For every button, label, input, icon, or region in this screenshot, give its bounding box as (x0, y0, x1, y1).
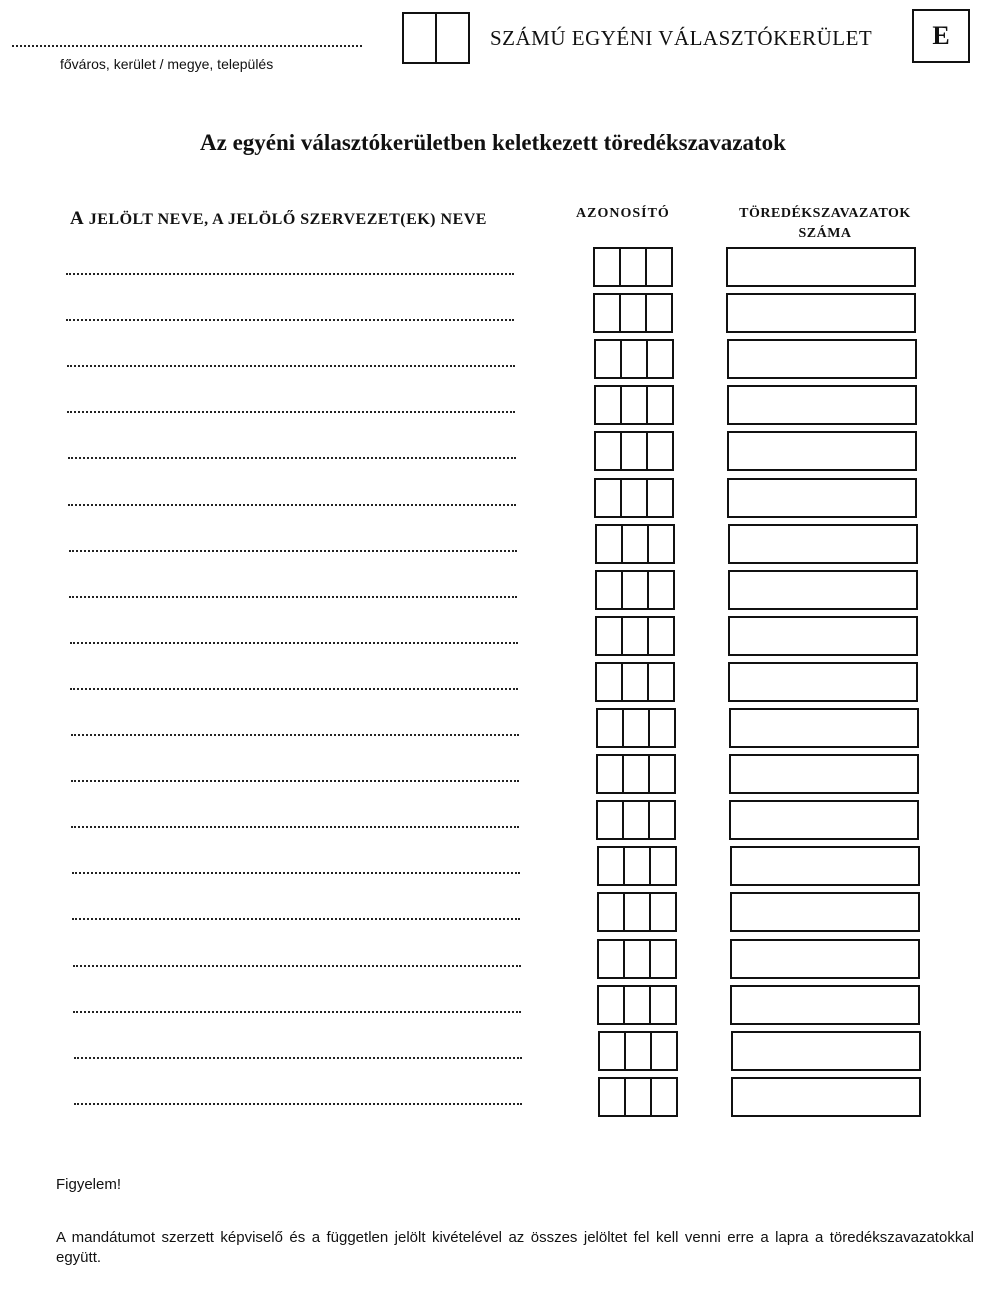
identifier-digit-cell[interactable] (596, 433, 620, 469)
candidate-name-line[interactable] (69, 596, 517, 598)
district-number-box[interactable] (402, 12, 470, 64)
fragment-vote-count-box[interactable] (726, 247, 916, 287)
candidate-identifier-box[interactable] (594, 478, 674, 518)
candidate-name-line[interactable] (68, 504, 516, 506)
candidate-name-line[interactable] (70, 642, 518, 644)
identifier-digit-cell[interactable] (597, 664, 621, 700)
identifier-digit-cell[interactable] (599, 894, 623, 930)
column-header-identifier: AZONOSÍTÓ (576, 206, 670, 221)
identifier-digit-cell[interactable] (600, 1079, 624, 1115)
location-label: főváros, kerület / megye, település (60, 56, 274, 72)
identifier-digit-cell[interactable] (622, 710, 648, 746)
fragment-vote-count-box[interactable] (727, 478, 917, 518)
candidate-name-line[interactable] (74, 1103, 522, 1105)
identifier-digit-cell[interactable] (649, 894, 675, 930)
column-header-name-initial: A (70, 208, 85, 229)
identifier-digit-cell[interactable] (649, 848, 675, 884)
candidate-name-line[interactable] (72, 872, 520, 874)
district-digit-1[interactable] (404, 14, 435, 62)
candidate-identifier-box[interactable] (597, 846, 677, 886)
identifier-digit-cell[interactable] (599, 941, 623, 977)
identifier-digit-cell[interactable] (623, 941, 649, 977)
identifier-digit-cell[interactable] (600, 1033, 624, 1069)
identifier-digit-cell[interactable] (595, 249, 619, 285)
location-input-line[interactable] (12, 45, 362, 47)
form-letter-badge: E (912, 9, 970, 63)
candidate-name-line[interactable] (71, 780, 519, 782)
identifier-digit-cell[interactable] (646, 480, 672, 516)
identifier-digit-cell[interactable] (597, 572, 621, 608)
identifier-digit-cell[interactable] (620, 433, 646, 469)
identifier-digit-cell[interactable] (650, 1033, 676, 1069)
identifier-digit-cell[interactable] (623, 848, 649, 884)
identifier-digit-cell[interactable] (621, 572, 647, 608)
identifier-digit-cell[interactable] (621, 618, 647, 654)
fragment-vote-count-box[interactable] (731, 1077, 921, 1117)
fragment-vote-count-box[interactable] (727, 385, 917, 425)
candidate-name-line[interactable] (73, 1011, 521, 1013)
identifier-digit-cell[interactable] (619, 249, 645, 285)
identifier-digit-cell[interactable] (647, 618, 673, 654)
column-header-fragment-votes (720, 204, 930, 244)
identifier-digit-cell[interactable] (599, 987, 623, 1023)
fragment-vote-count-box[interactable] (730, 939, 920, 979)
candidate-identifier-box[interactable] (595, 570, 675, 610)
candidate-name-line[interactable] (66, 319, 514, 321)
identifier-digit-cell[interactable] (620, 341, 646, 377)
identifier-digit-cell[interactable] (597, 618, 621, 654)
fragment-vote-count-box[interactable] (729, 800, 919, 840)
fragment-vote-count-box[interactable] (727, 431, 917, 471)
district-title: SZÁMÚ EGYÉNI VÁLASZTÓKERÜLET (490, 26, 873, 50)
identifier-digit-cell[interactable] (646, 433, 672, 469)
identifier-digit-cell[interactable] (647, 526, 673, 562)
identifier-digit-cell[interactable] (599, 848, 623, 884)
candidate-identifier-box[interactable] (597, 892, 677, 932)
candidate-name-line[interactable] (73, 965, 521, 967)
identifier-digit-cell[interactable] (622, 802, 648, 838)
identifier-digit-cell[interactable] (648, 802, 674, 838)
identifier-digit-cell[interactable] (645, 249, 671, 285)
candidate-name-line[interactable] (68, 457, 516, 459)
fragment-vote-count-box[interactable] (726, 293, 916, 333)
candidate-identifier-box[interactable] (596, 754, 676, 794)
identifier-digit-cell[interactable] (623, 894, 649, 930)
candidate-name-line[interactable] (74, 1057, 522, 1059)
notice-text: A mandátumot szerzett képviselő és a független jelölt kivételével az összes jelöltet fel kell venni erre a lapra a töredékszavazatokkal együtt. (56, 1229, 974, 1266)
fragment-vote-count-box[interactable] (730, 892, 920, 932)
fragment-vote-count-box[interactable] (729, 708, 919, 748)
candidate-identifier-box[interactable] (595, 524, 675, 564)
column-header-name (70, 208, 487, 230)
candidate-identifier-box[interactable] (594, 339, 674, 379)
identifier-digit-cell[interactable] (624, 1033, 650, 1069)
fragment-vote-count-box[interactable] (730, 846, 920, 886)
identifier-digit-cell[interactable] (619, 295, 645, 331)
column-header-name-rest: JELÖLT NEVE, A JELÖLŐ SZERVEZET(EK) NEVE (88, 211, 487, 228)
identifier-digit-cell[interactable] (648, 710, 674, 746)
identifier-digit-cell[interactable] (649, 987, 675, 1023)
column-header-fragment-line2: SZÁMA (798, 226, 852, 241)
identifier-digit-cell[interactable] (646, 387, 672, 423)
identifier-digit-cell[interactable] (596, 480, 620, 516)
candidate-identifier-box[interactable] (593, 247, 673, 287)
identifier-digit-cell[interactable] (622, 756, 648, 792)
identifier-digit-cell[interactable] (649, 941, 675, 977)
candidate-name-line[interactable] (70, 688, 518, 690)
identifier-digit-cell[interactable] (623, 987, 649, 1023)
candidate-identifier-box[interactable] (598, 1031, 678, 1071)
page-title: Az egyéni választókerületben keletkezett töredékszavazatok (200, 130, 786, 155)
identifier-digit-cell[interactable] (624, 1079, 650, 1115)
candidate-name-line[interactable] (72, 918, 520, 920)
fragment-vote-count-box[interactable] (728, 662, 918, 702)
identifier-digit-cell[interactable] (621, 526, 647, 562)
fragment-vote-count-box[interactable] (729, 754, 919, 794)
identifier-digit-cell[interactable] (597, 526, 621, 562)
identifier-digit-cell[interactable] (598, 710, 622, 746)
identifier-digit-cell[interactable] (598, 756, 622, 792)
identifier-digit-cell[interactable] (650, 1079, 676, 1115)
candidate-name-line[interactable] (69, 550, 517, 552)
candidate-identifier-box[interactable] (594, 385, 674, 425)
fragment-vote-count-box[interactable] (727, 339, 917, 379)
candidate-identifier-box[interactable] (597, 985, 677, 1025)
identifier-digit-cell[interactable] (645, 295, 671, 331)
identifier-digit-cell[interactable] (647, 572, 673, 608)
candidate-identifier-box[interactable] (594, 431, 674, 471)
notice-heading: Figyelem! (56, 1176, 122, 1193)
identifier-digit-cell[interactable] (646, 341, 672, 377)
candidate-name-line[interactable] (67, 411, 515, 413)
candidate-name-line[interactable] (71, 734, 519, 736)
candidate-name-line[interactable] (67, 365, 515, 367)
fragment-vote-count-box[interactable] (728, 616, 918, 656)
fragment-vote-count-box[interactable] (728, 524, 918, 564)
district-digit-2[interactable] (435, 14, 468, 62)
column-header-fragment-line1: TÖREDÉKSZAVAZATOK (739, 206, 911, 221)
fragment-vote-count-box[interactable] (728, 570, 918, 610)
fragment-vote-count-box[interactable] (730, 985, 920, 1025)
identifier-digit-cell[interactable] (647, 664, 673, 700)
candidate-identifier-box[interactable] (596, 708, 676, 748)
identifier-digit-cell[interactable] (596, 387, 620, 423)
candidate-identifier-box[interactable] (596, 800, 676, 840)
candidate-identifier-box[interactable] (598, 1077, 678, 1117)
candidate-name-line[interactable] (71, 826, 519, 828)
identifier-digit-cell[interactable] (596, 341, 620, 377)
candidate-name-line[interactable] (66, 273, 514, 275)
candidate-identifier-box[interactable] (595, 616, 675, 656)
candidate-identifier-box[interactable] (597, 939, 677, 979)
identifier-digit-cell[interactable] (648, 756, 674, 792)
identifier-digit-cell[interactable] (598, 802, 622, 838)
identifier-digit-cell[interactable] (595, 295, 619, 331)
identifier-digit-cell[interactable] (620, 480, 646, 516)
candidate-identifier-box[interactable] (593, 293, 673, 333)
identifier-digit-cell[interactable] (620, 387, 646, 423)
fragment-vote-count-box[interactable] (731, 1031, 921, 1071)
identifier-digit-cell[interactable] (621, 664, 647, 700)
candidate-identifier-box[interactable] (595, 662, 675, 702)
